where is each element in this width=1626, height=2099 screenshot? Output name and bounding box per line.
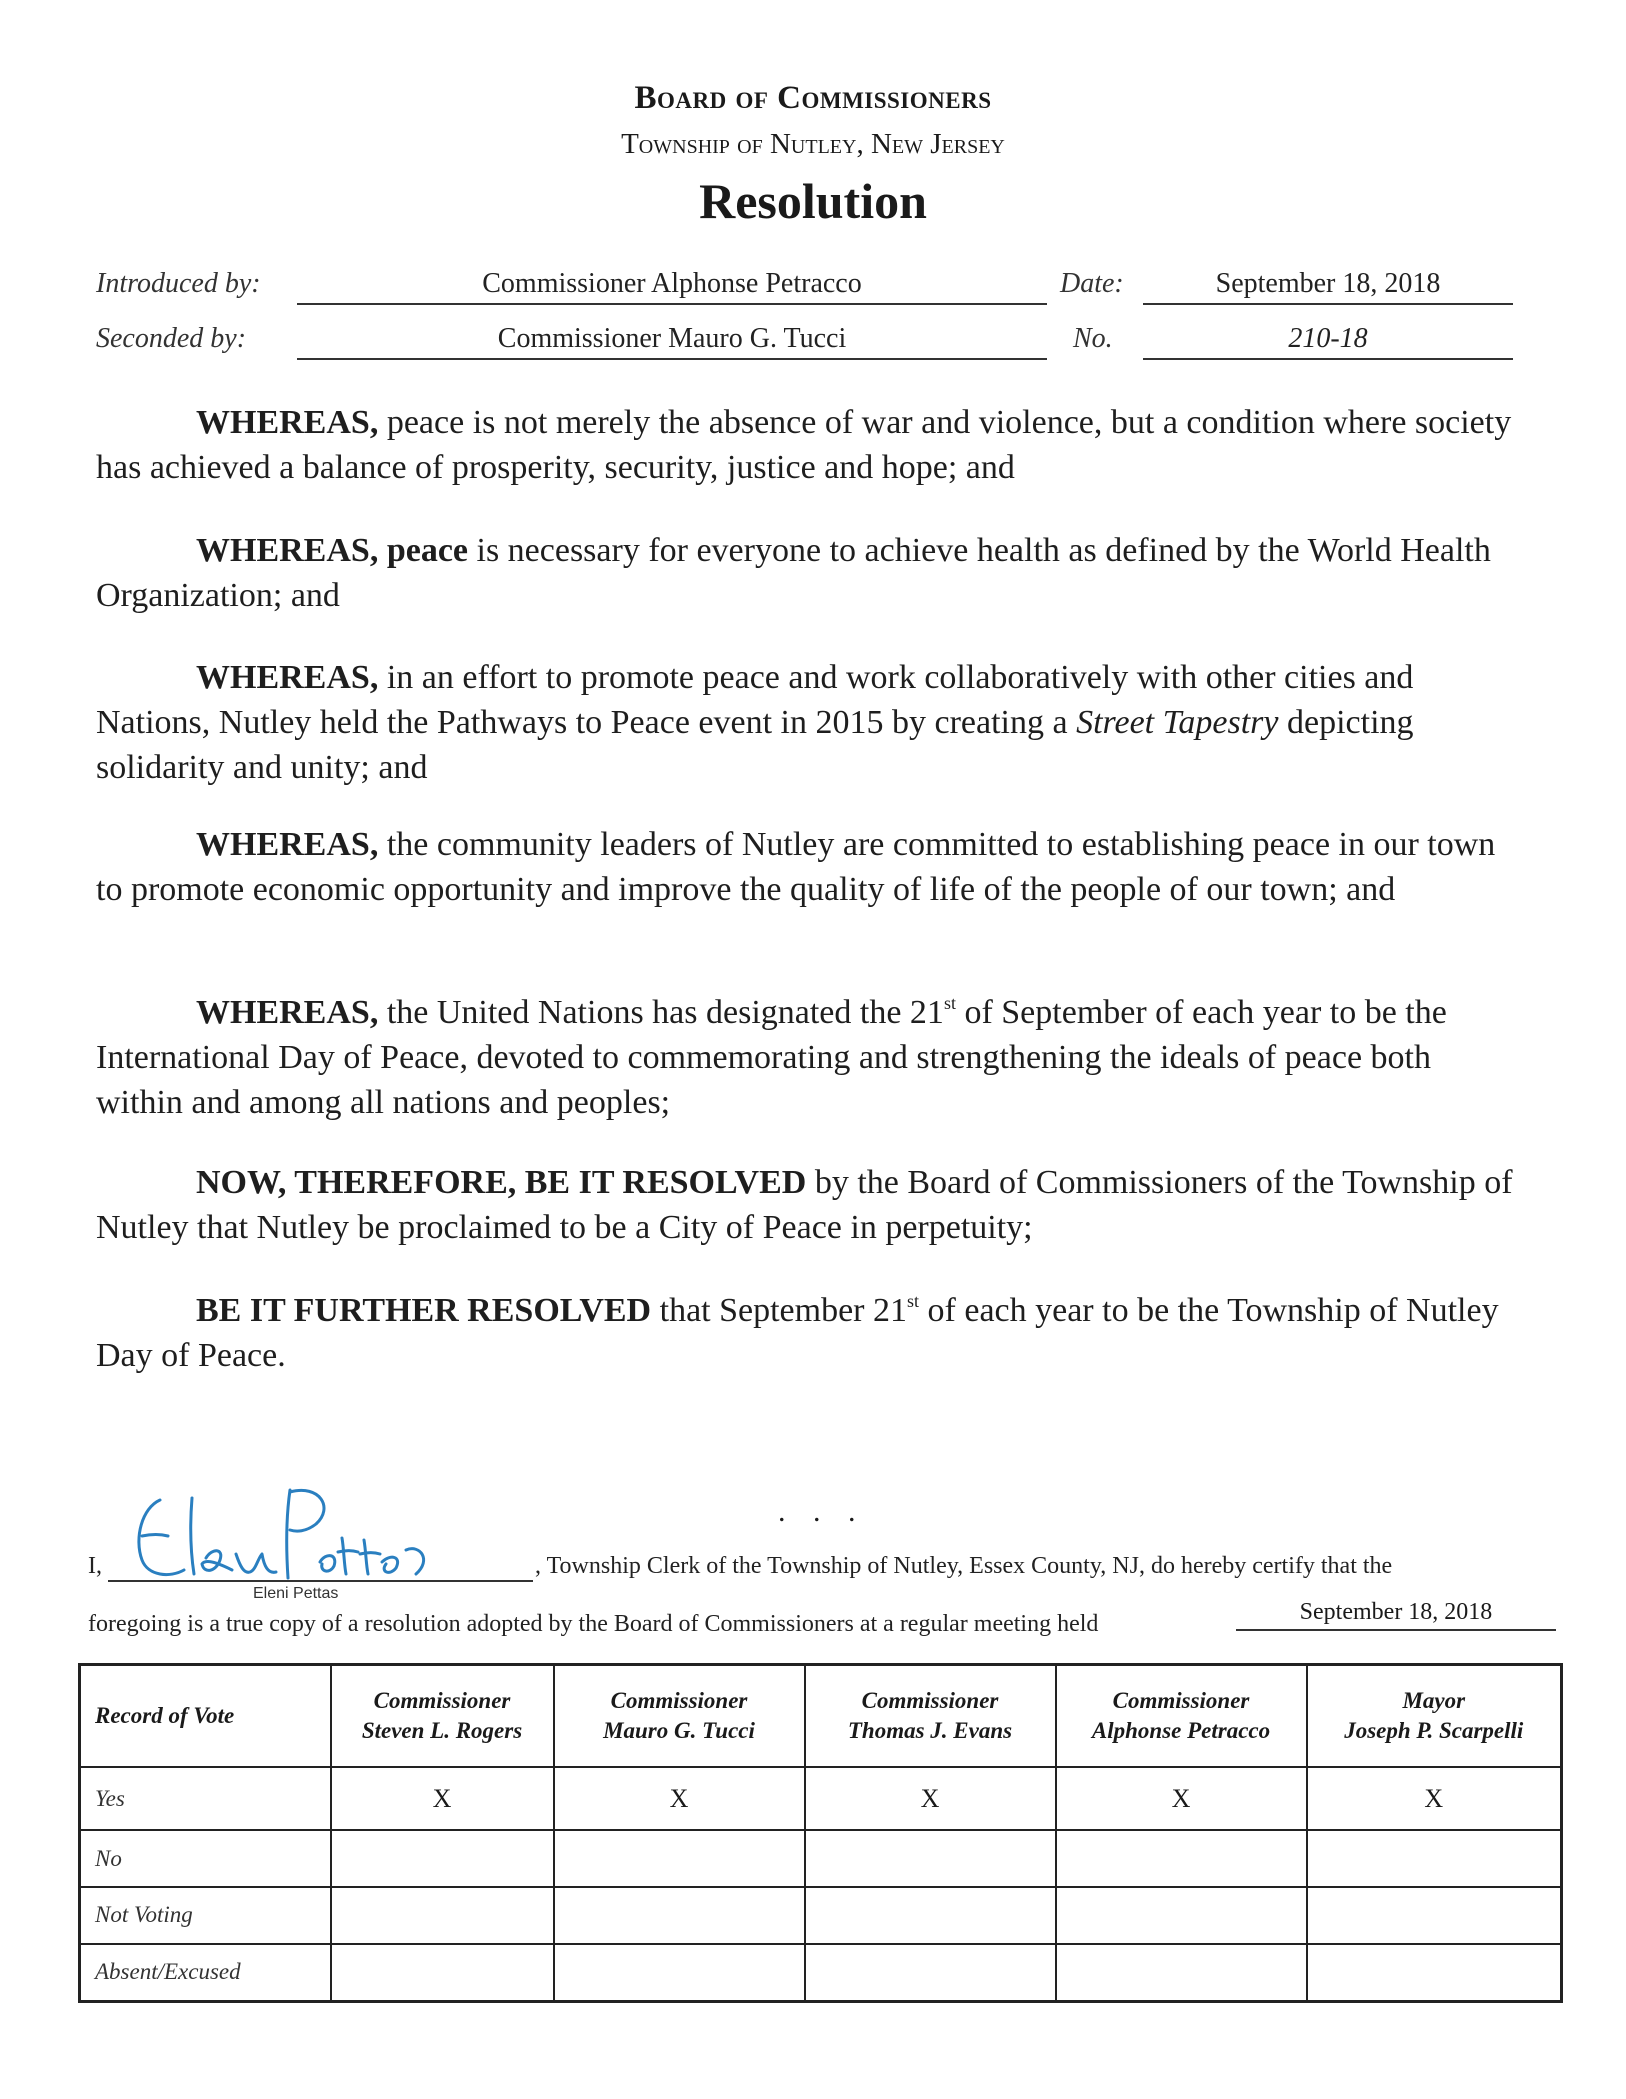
seconded-by-label: Seconded by: <box>96 323 247 354</box>
whereas-paragraph-4 <box>96 822 1516 912</box>
date-value: September 18, 2018 <box>1143 268 1513 305</box>
paragraph-text: of September of each year to be the International Day of Peace, devoted to commemorating and strengthening the ideals of peace both within and among all nations and peoples; <box>96 994 1447 1121</box>
vote-cell <box>1307 1887 1562 1944</box>
vote-row-absent <box>80 1944 1562 2002</box>
voter-name: Steven L. Rogers <box>361 1718 523 1743</box>
voter-title: Commissioner <box>861 1688 999 1713</box>
cert-prefix: I, <box>88 1553 102 1579</box>
vote-cell <box>554 1830 805 1887</box>
whereas-paragraph-1 <box>96 400 1516 490</box>
paragraph-text: depicting solidarity and unity; and <box>96 704 1414 786</box>
voter-header <box>1307 1665 1562 1768</box>
voter-title: Mayor <box>1402 1688 1466 1713</box>
vote-cell <box>331 1830 554 1887</box>
further-resolved-paragraph <box>96 1288 1516 1378</box>
vote-cell <box>331 1944 554 2002</box>
vote-cell: X <box>1056 1767 1307 1830</box>
vote-cell <box>1307 1944 1562 2002</box>
voter-name: Mauro G. Tucci <box>603 1718 755 1743</box>
paragraph-text: in an effort to promote peace and work collaboratively with other cities and Nations, Nutley held the Pathways to Peace event in 2015 by creating a <box>96 659 1414 741</box>
whereas-paragraph-5 <box>96 990 1516 1125</box>
whereas-lead: WHEREAS, <box>196 404 379 441</box>
ordinal-suffix: st <box>943 993 956 1013</box>
signer-name: Eleni Pettas <box>253 1585 339 1602</box>
resolved-lead: NOW, THEREFORE, BE IT RESOLVED <box>196 1164 807 1201</box>
vote-cell: X <box>554 1767 805 1830</box>
date-label: Date: <box>1060 268 1124 299</box>
resolved-paragraph <box>96 1160 1516 1250</box>
further-resolved-lead: BE IT FURTHER RESOLVED <box>196 1292 652 1329</box>
paragraph-text: is necessary for everyone to achieve health as defined by the World Health Organization; and <box>96 532 1491 614</box>
voter-header <box>805 1665 1056 1768</box>
board-title: Board of Commissioners <box>634 80 992 116</box>
resolution-number-label: No. <box>1073 323 1113 354</box>
paragraph-text: peace is not merely the absence of war and violence, but a condition where society has achieved a balance of prosperity, security, justice and hope; and <box>96 404 1512 486</box>
vote-cell <box>1056 1944 1307 2002</box>
paragraph-text: the community leaders of Nutley are committed to establishing peace in our town to promote economic opportunity and improve the quality of life of the people of our town; and <box>96 826 1496 908</box>
document-title: Resolution <box>699 173 927 229</box>
whereas-lead: WHEREAS, peace <box>196 532 468 569</box>
vote-cell: X <box>1307 1767 1562 1830</box>
vote-cell <box>805 1830 1056 1887</box>
voter-header <box>331 1665 554 1768</box>
record-of-vote-table <box>78 1663 1563 2003</box>
paragraph-text: by the Board of Commissioners of the Township of Nutley that Nutley be proclaimed to be a City of Peace in perpetuity; <box>96 1164 1513 1246</box>
vote-cell <box>1056 1830 1307 1887</box>
introduced-by-label: Introduced by: <box>96 268 261 299</box>
cert-line-2: foregoing is a true copy of a resolution adopted by the Board of Commissioners at a regular meeting held <box>88 1611 1099 1637</box>
handwritten-signature <box>120 1478 440 1588</box>
voter-name: Alphonse Petracco <box>1091 1718 1271 1743</box>
vote-cell <box>1307 1830 1562 1887</box>
street-tapestry-italic: Street Tapestry <box>1076 704 1279 741</box>
whereas-paragraph-3 <box>96 655 1516 790</box>
vote-cell <box>331 1887 554 1944</box>
vote-cell <box>805 1887 1056 1944</box>
vote-header-row <box>80 1665 1562 1768</box>
section-separator: . . . <box>778 1495 866 1528</box>
voter-title: Commissioner <box>373 1688 511 1713</box>
paragraph-text: the United Nations has designated the 21 <box>378 994 944 1031</box>
voter-title: Commissioner <box>1112 1688 1250 1713</box>
paragraph-text: that September 21 <box>651 1292 908 1329</box>
vote-cell <box>805 1944 1056 2002</box>
record-of-vote-header: Record of Vote <box>80 1665 331 1768</box>
vote-row-no <box>80 1830 1562 1887</box>
whereas-paragraph-2 <box>96 528 1516 618</box>
vote-cell <box>554 1887 805 1944</box>
introduced-by-value: Commissioner Alphonse Petracco <box>297 268 1047 305</box>
vote-row-label: No <box>80 1830 331 1887</box>
voter-header <box>1056 1665 1307 1768</box>
vote-row-yes <box>80 1767 1562 1830</box>
vote-cell <box>554 1944 805 2002</box>
resolution-number-value: 210-18 <box>1143 323 1513 360</box>
ordinal-suffix: st <box>907 1291 920 1311</box>
whereas-lead: WHEREAS, <box>196 994 379 1031</box>
vote-row-label: Not Voting <box>80 1887 331 1944</box>
voter-header <box>554 1665 805 1768</box>
meeting-date: September 18, 2018 <box>1236 1599 1556 1631</box>
vote-cell <box>1056 1887 1307 1944</box>
vote-row-label: Absent/Excused <box>80 1944 331 2002</box>
voter-title: Commissioner <box>610 1688 748 1713</box>
township-subtitle: Township of Nutley, New Jersey <box>621 128 1005 160</box>
vote-row-label: Yes <box>80 1767 331 1830</box>
seconded-by-value: Commissioner Mauro G. Tucci <box>297 323 1047 360</box>
whereas-lead: WHEREAS, <box>196 659 379 696</box>
whereas-lead: WHEREAS, <box>196 826 379 863</box>
vote-cell: X <box>805 1767 1056 1830</box>
vote-cell: X <box>331 1767 554 1830</box>
cert-line-1: , Township Clerk of the Township of Nutley, Essex County, NJ, do hereby certify that the <box>535 1553 1393 1579</box>
voter-name: Thomas J. Evans <box>847 1718 1013 1743</box>
voter-name: Joseph P. Scarpelli <box>1344 1718 1524 1743</box>
vote-row-not-voting <box>80 1887 1562 1944</box>
paragraph-text: of each year to be the Township of Nutley Day of Peace. <box>96 1292 1499 1374</box>
